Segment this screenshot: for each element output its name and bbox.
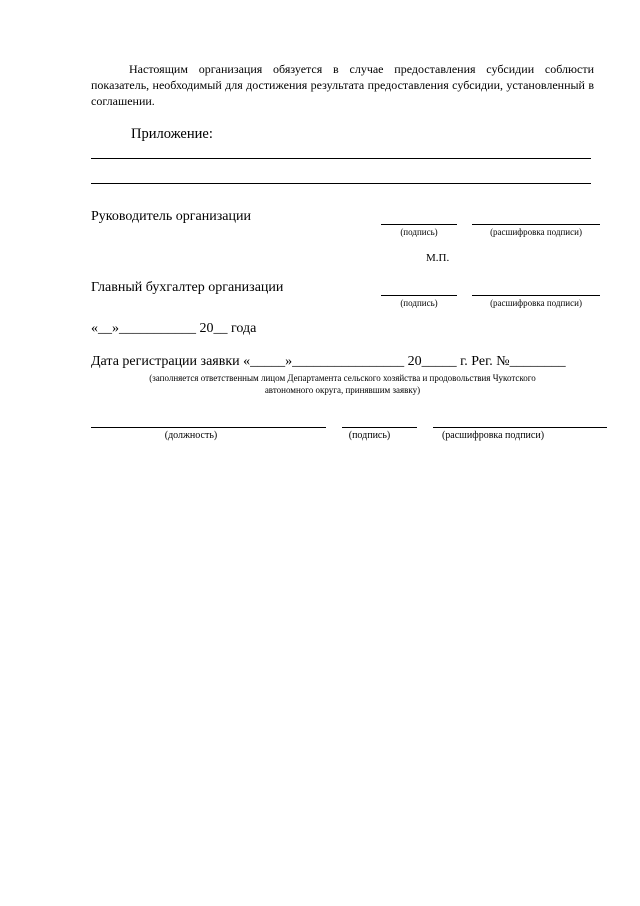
head-decoding-line (472, 224, 600, 225)
date-line: «__»___________ 20__ года (91, 321, 257, 336)
registration-note (91, 372, 594, 396)
registration-note-line1: (заполняется ответственным лицом Департамента сельского хозяйства и продовольствия Чукотского (149, 373, 536, 383)
commitment-paragraph: Настоящим организация обязуется в случае предоставления субсидии соблюсти показатель, необходимый для достижения результата предоставления субсидии, установленный в соглашении. (91, 62, 594, 108)
footer-position-caption: (должность) (164, 430, 218, 441)
head-label: Руководитель организации (91, 209, 251, 224)
appendix-label: Приложение: (131, 126, 213, 142)
appendix-line-1 (91, 158, 591, 159)
registration-note-line2: автономного округа, принявшим заявку) (264, 385, 421, 395)
accountant-label: Главный бухгалтер организации (91, 280, 284, 295)
accountant-decoding-line (472, 295, 600, 296)
accountant-signature-caption: (подпись) (400, 298, 438, 308)
head-signature-caption: (подпись) (400, 227, 438, 237)
stamp-placeholder: М.П. (426, 252, 450, 264)
accountant-signature-line (381, 295, 457, 296)
footer-signature-caption: (подпись) (348, 430, 391, 441)
appendix-line-2 (91, 183, 591, 184)
head-decoding-caption: (расшифровка подписи) (490, 227, 582, 237)
footer-position-line (91, 427, 326, 428)
footer-signature-line (342, 427, 417, 428)
head-signature-line (381, 224, 457, 225)
registration-line: Дата регистрации заявки «_____»________________ 20_____ г. Рег. №________ (91, 354, 566, 369)
accountant-decoding-caption: (расшифровка подписи) (490, 298, 582, 308)
footer-decoding-line (433, 427, 607, 428)
footer-decoding-caption: (расшифровка подписи) (441, 430, 545, 441)
